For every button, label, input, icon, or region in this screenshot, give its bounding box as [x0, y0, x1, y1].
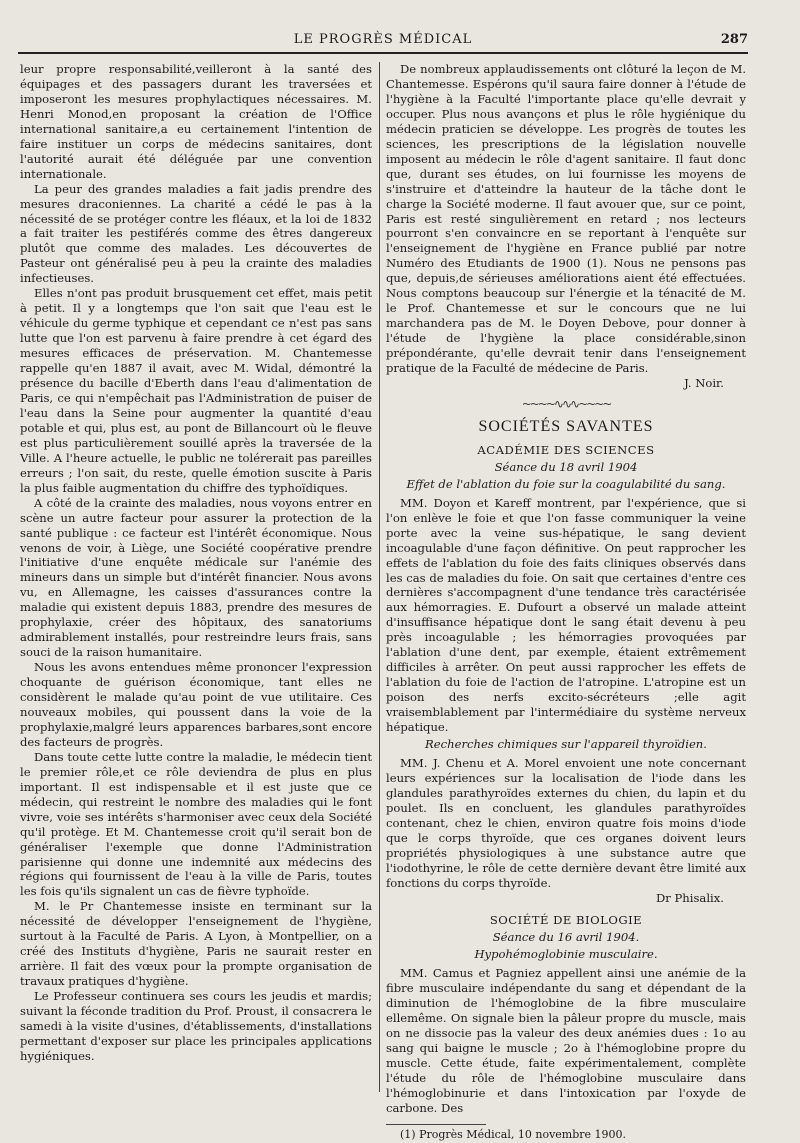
paragraph: MM. Doyon et Kareff montrent, par l'expérience, que si l'on enlève le foie et que l'on fasse communiquer la veine porte avec la veine sus-hépatique, le sang devient incoagulable d'une façon définitive. On peut rapprocher les effets de l'ablation du foie des faits cliniques observés dans les cas de maladies du foie. On sait que certaines d'entre ces dernières s'accompagnent d'une tendance très caractérisée aux hémorragies. E. Dufourt a observé un malade atteint d'insuffisance hépatique dont le sang était devenu à peu près incoagulable ; les hémorragies provoquées par l'ablation d'une dent, par exemple, étaient extrêmement difficiles à arrêter. On peut aussi rapprocher les effets de l'ablation du foie de l'action de l'atropine. L'atropine est un poison des nerfs excito-sécréteurs ;elle agit vraisemblablement par l'intermédiaire du système nerveux hépatique. — [386, 495, 746, 735]
right-column — [386, 62, 746, 1143]
paragraph: Elles n'ont pas produit brusquement cet effet, mais petit à petit. Il y a longtemps que l'on sait que l'eau est le véhicule du germe typhique et cependant ce n'est pas sans lutte que l'on est parvenu à faire prendre à cet égard des mesures efficaces de préservation. M. Chantemesse rappelle qu'en 1887 il avait, avec M. Widal, démontré la présence du bacille d'Eberth dans l'eau d'alimentation de Paris, ce qui n'empêchait pas l'Administration de puiser de l'eau dans la Seine pour augmenter la quantité d'eau potable et qui, plus est, au pont de Billancourt où le fleuve est plus particulièrement souillé après la traversée de la Ville. A l'heure actuelle, le public ne tolérerait pas pareilles erreurs ; l'on sait, du reste, quelle émotion suscite à Paris la plus faible augmentation du chiffre des typhoïdiques. — [20, 286, 372, 495]
society-name: ACADÉMIE DES SCIENCES — [477, 442, 655, 457]
left-column — [20, 62, 372, 1064]
topic-title: Recherches chimiques sur l'appareil thyroïdien. — [425, 736, 707, 751]
section-title: SOCIÉTÉS SAVANTES — [478, 417, 654, 435]
paragraph: Le Professeur continuera ses cours les jeudis et mardis; suivant la féconde tradition du Prof. Proust, il consacrera le samedi à la visite d'usines, d'établissements, d'installations permettant d'exposer sur place les principales applications hygiéniques. — [20, 989, 372, 1063]
paragraph: De nombreux applaudissements ont clôturé la leçon de M. Chantemesse. Espérons qu'il saura faire donner à l'étude de l'hygiène à la Faculté l'importante place qu'elle devrait y occuper. Plus nous avançons et plus le rôle hygiénique du médecin praticien se développe. Les progrès de toutes les sciences, les prescriptions de la législation nouvelle imposent au médecin le rôle d'agent sanitaire. Il faut donc que, durant ses études, on lui fournisse les moyens de s'instruire et d'atteindre la hauteur de la tâche dont le charge la Société moderne. Il faut avouer que, sur ce point, Paris est resté singulièrement en retard ; nos lecteurs pourront s'en convaincre en se reportant à l'enquête sur l'enseignement de l'hygiène en France publié par notre Numéro des Etudiants de 1900 (1). Nous ne pensons pas que, depuis,de sérieuses améliorations aient été effectuées. Nous comptons beaucoup sur l'énergie et la ténacité de M. le Prof. Chantemesse et sur le concours que ne lui marchandera pas de M. le Doyen Debove, pour donner à l'étude de l'hygiène la place considérable,sinon prépondérante, qu'elle devrait tenir dans l'enseignement pratique de la Faculté de médecine de Paris. — [386, 62, 746, 376]
signature: Dr Phisalix. — [655, 890, 724, 905]
page-number: 287 — [720, 32, 748, 47]
running-title: LE PROGRÈS MÉDICAL — [293, 32, 473, 47]
column-divider — [379, 62, 380, 1092]
footnote: (1) Progrès Médical, 10 novembre 1900. — [400, 1127, 627, 1141]
society-name: SOCIÉTÉ DE BIOLOGIE — [489, 913, 643, 928]
paragraph: Dans toute cette lutte contre la maladie, le médecin tient le premier rôle,et ce rôle deviendra de plus en plus important. Il est indispensable et il est juste que ce médecin, qui restreint le nombre des maladies qui le font vivre, voie ses intérêts s'harmoniser avec ceux dela Société qu'il protège. Et M. Chantemesse croit qu'il serait bon de généraliser l'exemple que donne l'Administration parisienne qui donne une indemnité aux médecins des régions qui fournissent de l'eau à la ville de Paris, toutes les fois qu'ils signalent un cas de fièvre typhoïde. — [20, 749, 372, 899]
session-date: Séance du 16 avril 1904. — [492, 930, 640, 945]
page-header — [18, 30, 748, 54]
topic-title: Hypohémoglobinie musculaire. — [474, 947, 658, 962]
topic-title: Effet de l'ablation du foie sur la coagulabilité du sang. — [406, 476, 726, 491]
paragraph: La peur des grandes maladies a fait jadis prendre des mesures draconiennes. La charité a cédé le pas à la nécessité de se protéger contre les fléaux, et la loi de 1832 a fait traiter les pestiférés comme des êtres dangereux plutôt que comme des malades. Les découvertes de Pasteur ont généralisé peu à peu la crainte des maladies infectieuses. — [20, 181, 372, 286]
paragraph: Nous les avons entendues même prononcer l'expression choquante de guérison économique, tant elles ne considèrent le malade qu'au point de vue utilitaire. Ces nouveaux mobiles, qui poussent dans la voie de la prophylaxie,malgré leurs apparences barbares,sont encore des facteurs de progrès. — [20, 660, 372, 749]
footnote-rule — [386, 1124, 486, 1125]
paragraph: leur propre responsabilité,veilleront à la santé des équipages et des passagers durant les traversées et imposeront les mesures prophylactiques nécessaires. M. Henri Monod,en proposant la création de l'Office international sanitaire,a eu certainement l'intention de faire instituer un corps de médecins sanitaires, dont l'autorité aurait été déléguée par une convention internationale. — [20, 62, 372, 181]
paragraph: MM. Camus et Pagniez appellent ainsi une anémie de la fibre musculaire indépendante du sang et dépendant de la diminution de l'hémoglobine de la fibre musculaire ellemême. On signale bien la pâleur propre du muscle, mais on ne dissocie pas la valeur des deux anémies dues : 1o au sang qui baigne le muscle ; 2o à l'hémoglobine propre du muscle. Cette étude, faite expérimentalement, complète l'étude du rôle de l'hémoglobine musculaire dans l'hémoglobinurie et dans l'intoxication par l'oxyde de carbone. Des — [386, 966, 746, 1115]
signature: J. Noir. — [684, 376, 724, 391]
ornament-divider: ~~~~∿∿∿~~~~ — [521, 396, 611, 411]
session-date: Séance du 18 avril 1904 — [494, 459, 638, 474]
paragraph: MM. J. Chenu et A. Morel envoient une note concernant leurs expériences sur la localisation de l'iode dans les glandules parathyroïdes externes du chien, du lapin et du poulet. Ils en concluent, les glandules parathyroïdes contenant, chez le chien, environ quatre fois moins d'iode que le corps thyroïde, que ces organes doivent leurs propriétés physiologiques à une substance autre que l'iodothyrine, le rôle de cette dernière devant être limité aux fonctions du corps thyroïde. — [386, 755, 746, 890]
paragraph: A côté de la crainte des maladies, nous voyons entrer en scène un autre facteur pour assurer la protection de la santé publique : ce facteur est l'intérêt économique. Nous venons de voir, à Liège, une Société coopérative prendre l'initiative d'une enquête médicale sur l'anémie des mineurs dans un simple but d'intérêt financier. Nous avons vu, en Allemagne, les caisses d'assurances contre la maladie qui existent depuis 1883, prendre des mesures de prophylaxie, créer des hôpitaux, des sanatoriums admirablement installés, pour restreindre leurs frais, sans souci de la raison humanitaire. — [20, 495, 372, 660]
paragraph: M. le Pr Chantemesse insiste en terminant sur la nécessité de développer l'enseignement de l'hygiène, surtout à la Faculté de Paris. A Lyon, à Montpellier, on a créé des Instituts d'hygiène, Paris ne saurait rester en arrière. Il fait des vœux pour la prompte organisation de travaux pratiques d'hygiène. — [20, 899, 372, 989]
